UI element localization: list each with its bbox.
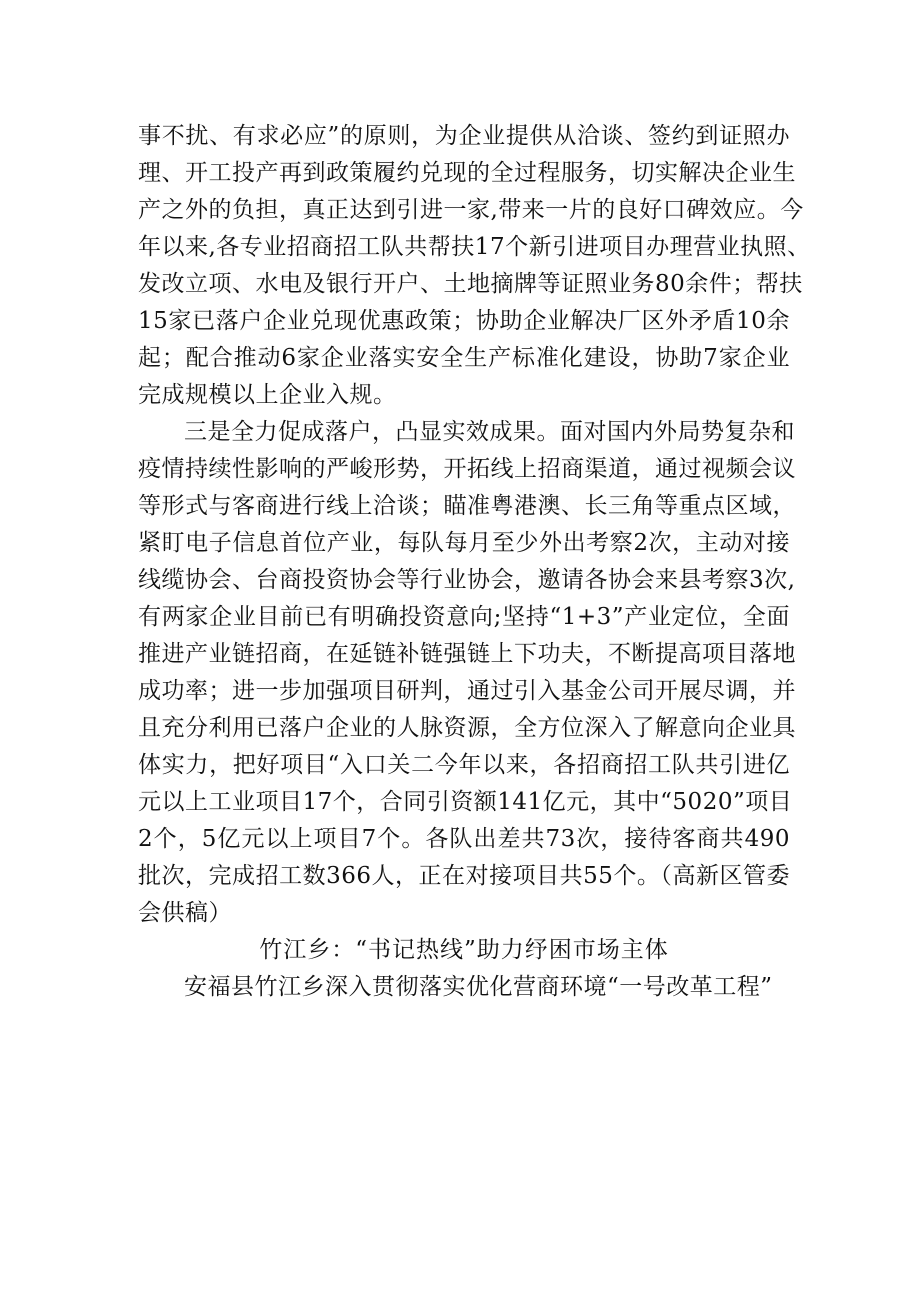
text-line: 等形式与客商进行线上洽谈；瞄准粤港澳、长三角等重点区域， [138,493,796,519]
text-line: 产之外的负担，真正达到引进一家,带来一片的良好口碑效应。今 [138,197,804,223]
text-line: 理、开工投产再到政策履约兑现的全过程服务，切实解决企业生 [138,160,796,186]
text-line: 三是全力促成落户，凸显实效成果。面对国内外局势复杂和 [184,419,795,445]
text-line: 15家已落户企业兑现优惠政策；协助企业解决厂区外矛盾10余 [138,308,790,334]
text-line: 且充分利用已落户企业的人脉资源，全方位深入了解意向企业具 [138,715,796,741]
text-line: 起；配合推动6家企业落实安全生产标准化建设，协助7家企业 [138,345,790,371]
text-line: 疫情持续性影响的严峻形势，开拓线上招商渠道，通过视频会议 [138,456,796,482]
paragraph-1 [138,118,811,414]
text-line: 安福县竹江乡深入贯彻落实优化营商环境“一号改革工程” [184,974,773,1000]
text-line: 有两家企业目前已有明确投资意向;坚持“1+3”产业定位，全面 [138,604,790,630]
text-line: 事不扰、有求必应”的原则，为企业提供从洽谈、签约到证照办 [138,123,790,149]
text-line: 线缆协会、台商投资协会等行业协会，邀请各协会来县考察3次, [138,567,796,593]
text-line: 紧盯电子信息首位产业，每队每月至少外出考察2次，主动对接 [138,530,790,556]
text-line: 年以来,各专业招商招工队共帮扶17个新引进项目办理营业执照、 [138,234,811,260]
text-line: 体实力，把好项目“入口关二今年以来，各招商招工队共引进亿 [138,752,790,778]
document-page [138,118,811,1006]
paragraph-2 [138,414,796,932]
text-line: 2个，5亿元以上项目7个。各队出差共73次，接待客商共490 [138,826,790,852]
text-line: 完成规模以上企业入规。 [138,382,397,408]
section-title: 竹江乡：“书记热线”助力纾困市场主体 [259,937,669,963]
text-line: 发改立项、水电及银行开户、土地摘牌等证照业务80余件；帮扶 [138,271,803,297]
paragraph-3 [138,969,790,1006]
text-line: 成功率；进一步加强项目研判，通过引入基金公司开展尽调，并 [138,678,796,704]
text-line: 推进产业链招商，在延链补链强链上下功夫，不断提高项目落地 [138,641,796,667]
text-line: 元以上工业项目17个，合同引资额141亿元，其中“5020”项目 [138,789,793,815]
text-line: 会供稿） [138,900,232,926]
text-line: 批次，完成招工数366人，正在对接项目共55个。（高新区管委 [138,863,790,889]
